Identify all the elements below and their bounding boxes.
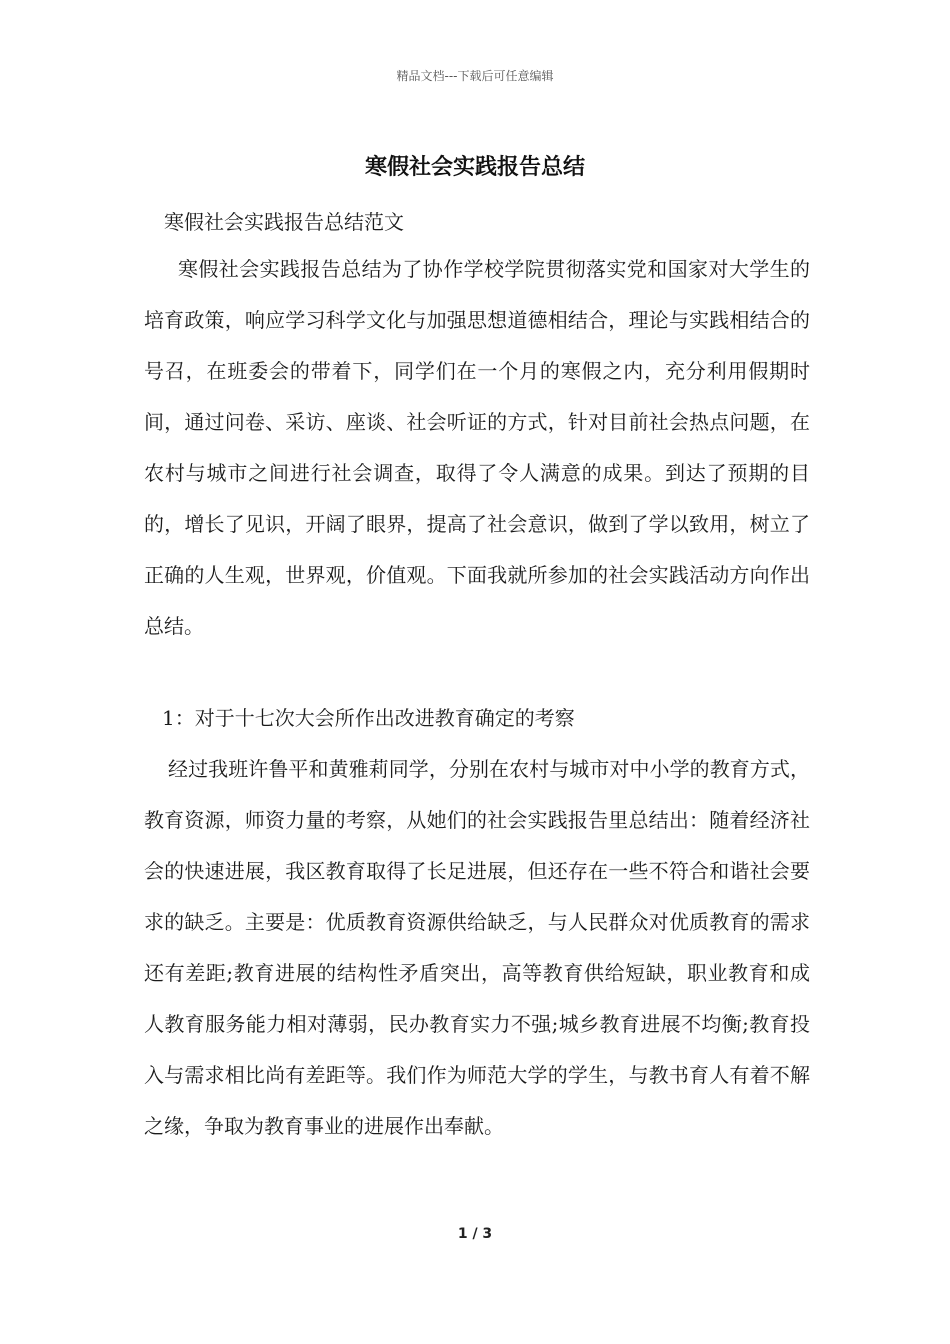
section-heading: 1：对于十七次大会所作出改进教育确定的考察	[162, 706, 575, 730]
page-number: 1 / 3	[457, 1226, 493, 1242]
intro-paragraph: 寒假社会实践报告总结为了协作学校学院贯彻落实党和国家对大学生的培育政策，响应学习科学文化与加强思想道德相结合，理论与实践相结合的号召，在班委会的带着下，同学们在一个月的寒假之内，充分利用假期时间，通过问卷、采访、座谈、社会听证的方式，针对目前社会热点问题，在农村与城市之间进行社会调查，取得了令人满意的成果。到达了预期的目的，增长了见识，开阔了眼界，提高了社会意识，做到了学以致用，树立了正确的人生观，世界观，价值观。下面我就所参加的社会实践活动方向作出总结。	[144, 257, 810, 638]
page-header-note: 精品文档---下载后可任意编辑	[396, 69, 554, 83]
section-paragraph: 经过我班许鲁平和黄雅莉同学，分别在农村与城市对中小学的教育方式，教育资源，师资力量的考察，从她们的社会实践报告里总结出：随着经济社会的快速进展，我区教育取得了长足进展，但还存在一些不符合和谐社会要求的缺乏。主要是：优质教育资源供给缺乏，与人民群众对优质教育的需求还有差距;教育进展的结构性矛盾突出，高等教育供给短缺，职业教育和成人教育服务能力相对薄弱，民办教育实力不强;城乡教育进展不均衡;教育投入与需求相比尚有差距等。我们作为师范大学的学生，与教书育人有着不解之缘，争取为教育事业的进展作出奉献。	[144, 757, 810, 1138]
document-subtitle: 寒假社会实践报告总结范文	[164, 210, 404, 234]
document-title: 寒假社会实践报告总结	[364, 154, 585, 180]
